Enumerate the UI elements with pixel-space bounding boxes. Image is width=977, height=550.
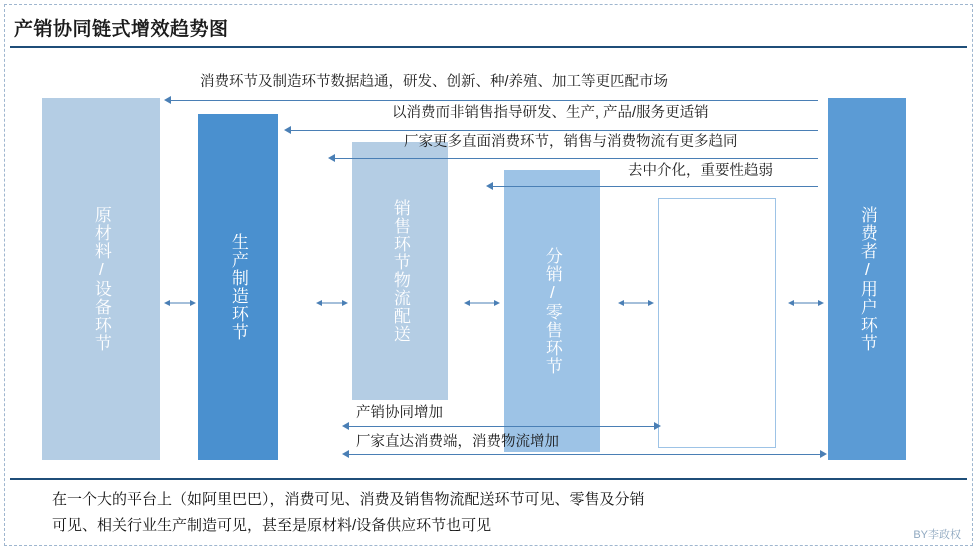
arrow-head-bottom-2-right [820, 450, 827, 458]
arrow-line-bottom-2 [348, 454, 820, 455]
stage-label-sales-logistics: 销售环节物流配送 [390, 199, 410, 343]
arrow-head-top-2 [284, 126, 291, 134]
stage-box-manufacturing[interactable] [198, 114, 278, 460]
footer-text [52, 487, 952, 540]
stage-box-consumer-logistics[interactable] [658, 198, 776, 448]
stage-label-raw-material: 原材料/设备环节 [91, 206, 111, 352]
footer-line-1: 在一个大的平台上（如阿里巴巴），消费可见、消费及销售物流配送环节可见、零售及分销 [52, 491, 645, 508]
arrow-head-bottom-1-left [342, 422, 349, 430]
arrow-line-bottom-1 [348, 426, 654, 427]
stage-label-manufacturing: 生产制造环节 [228, 233, 248, 341]
stage-label-distribution-retail: 分销/零售环节 [542, 247, 562, 375]
arrow-head-top-3 [328, 154, 335, 162]
stage-box-sales-logistics[interactable] [352, 142, 448, 400]
annotation-top-2: 以消费而非销售指导研发、生产, 产品/服务更适销 [392, 105, 709, 121]
footer-divider [10, 478, 967, 480]
connector-manufacturing-to-sales-logistics [316, 298, 348, 307]
stage-label-consumer: 消费者/用户环节 [857, 206, 877, 352]
annotation-top-1: 消费环节及制造环节数据趋通，研发、创新、种/养殖、加工等更匹配市场 [200, 74, 669, 90]
connector-distribution-to-consumer-logistics [618, 298, 654, 307]
stage-label-consumer-logistics: 消费环节物流配送 [707, 251, 727, 395]
footer-line-2: 可见、相关行业生产制造可见，甚至是原材料/设备供应环节也可见 [52, 517, 492, 535]
arrow-head-top-4 [486, 182, 493, 190]
title-divider [10, 46, 967, 48]
page-title: 产销协同链式增效趋势图 [14, 19, 229, 40]
annotation-top-4: 去中介化，重要性趋弱 [628, 163, 773, 179]
annotation-bottom-1: 产销协同增加 [356, 405, 443, 421]
connector-consumer-logistics-to-consumer [788, 298, 824, 307]
credit-label: BY李政权 [913, 529, 961, 541]
annotation-top-3: 厂家更多直面消费环节，销售与消费物流有更多趋同 [404, 134, 738, 150]
arrow-head-bottom-1-right [654, 422, 661, 430]
stage-box-raw-material[interactable] [42, 98, 160, 460]
connector-raw-to-manufacturing [164, 298, 196, 307]
annotation-bottom-2: 厂家直达消费端，消费物流增加 [356, 434, 559, 450]
arrow-head-bottom-2-left [342, 450, 349, 458]
stage-box-consumer[interactable] [828, 98, 906, 460]
connector-sales-logistics-to-distribution [464, 298, 500, 307]
arrow-head-top-1 [164, 96, 171, 104]
arrow-line-top-4 [492, 186, 818, 187]
stage-box-distribution-retail[interactable] [504, 170, 600, 452]
